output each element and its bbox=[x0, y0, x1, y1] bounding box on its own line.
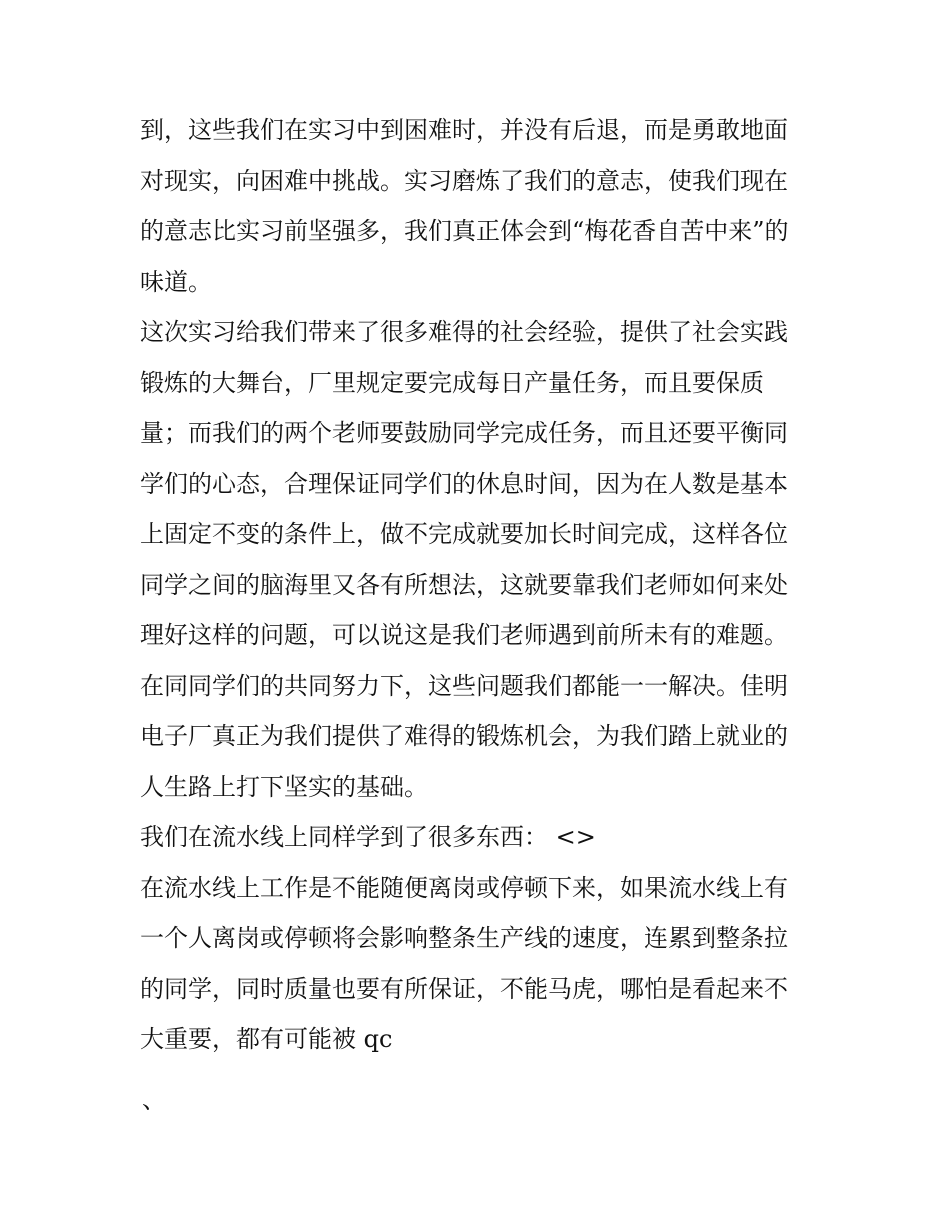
text-line-16: 在流水线上工作是不能随便离岗或停顿下来，如果流水线上有 bbox=[140, 873, 788, 902]
body-text bbox=[140, 108, 820, 1068]
text-line-10: 同学之间的脑海里又各有所想法，这就要靠我们老师如何来处 bbox=[140, 570, 788, 599]
text-line-6: 锻炼的大舞台，厂里规定要完成每日产量任务，而且要保质 bbox=[140, 368, 764, 397]
text-line-12: 在同同学们的共同努力下，这些问题我们都能一一解决。佳明 bbox=[140, 671, 788, 700]
text-line-8: 学们的心态，合理保证同学们的休息时间，因为在人数是基本 bbox=[140, 469, 788, 498]
trailing-mark: 、 bbox=[142, 1086, 166, 1114]
text-line-9: 上固定不变的条件上，做不完成就要加长时间完成，这样各位 bbox=[140, 520, 788, 548]
text-line-5: 这次实习给我们带来了很多难得的社会经验，提供了社会实践 bbox=[140, 318, 788, 346]
text-line-1: 到，这些我们在实习中到困难时，并没有后退，而是勇敢地面 bbox=[140, 116, 788, 144]
text-line-15: 我们在流水线上同样学到了很多东西： <> bbox=[140, 823, 596, 851]
text-line-2: 对现实，向困难中挑战。实习磨炼了我们的意志，使我们现在 bbox=[140, 166, 788, 195]
text-line-4: 味道。 bbox=[140, 267, 212, 296]
text-line-17: 一个人离岗或停顿将会影响整条生产线的速度，连累到整条拉 bbox=[140, 924, 788, 952]
text-line-7: 量；而我们的两个老师要鼓励同学完成任务，而且还要平衡同 bbox=[140, 419, 788, 447]
text-line-13: 电子厂真正为我们提供了难得的锻炼机会，为我们踏上就业的 bbox=[140, 722, 788, 750]
text-line-19: 大重要，都有可能被 qc bbox=[140, 1025, 393, 1053]
text-line-18: 的同学，同时质量也要有所保证，不能马虎，哪怕是看起来不 bbox=[140, 974, 788, 1003]
text-line-3: 的意志比实习前坚强多，我们真正体会到“梅花香自苦中来”的 bbox=[140, 217, 789, 245]
text-line-14: 人生路上打下坚实的基础。 bbox=[140, 772, 428, 801]
text-line-11: 理好这样的问题，可以说这是我们老师遇到前所未有的难题。 bbox=[140, 621, 788, 649]
